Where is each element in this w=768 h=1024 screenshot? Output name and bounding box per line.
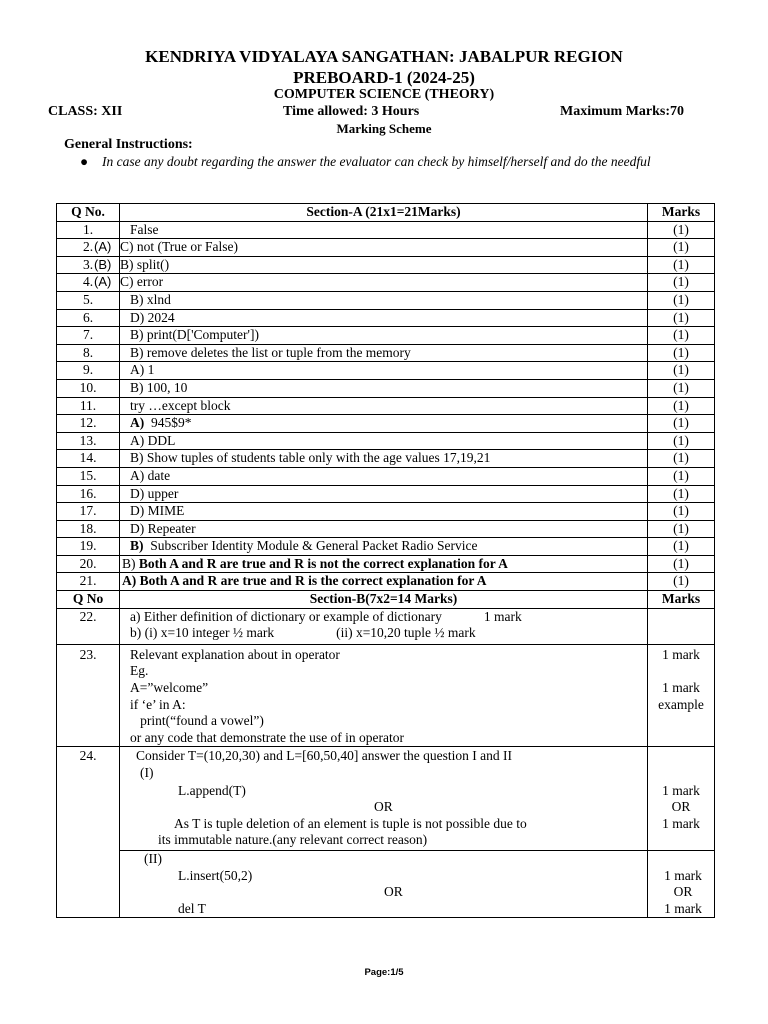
table-row (57, 485, 715, 503)
qno: 3. (57, 256, 120, 274)
qno: 18. (57, 520, 120, 538)
marks: (1) (648, 450, 715, 468)
table-row (57, 503, 715, 521)
answer (120, 362, 648, 380)
marks: (1) (648, 362, 715, 380)
answer (120, 397, 648, 415)
marks: 1 mark OR 1 mark (648, 747, 715, 851)
qno: 6. (57, 309, 120, 327)
answer (120, 573, 648, 591)
answer-text: A) Both A and R are true and R is the correct explanation for A (122, 573, 487, 589)
option-label: (A) (94, 274, 112, 290)
answer (120, 467, 648, 485)
table-row (57, 221, 715, 239)
qno: 7. (57, 327, 120, 345)
col-marks-b: Marks (648, 591, 715, 609)
table-row (57, 274, 715, 292)
marks: (1) (648, 485, 715, 503)
answer-text: B) xlnd (130, 291, 171, 307)
bullet: ● (80, 154, 89, 169)
table-row-q23 (57, 644, 715, 747)
answer-text: A) DDL (130, 432, 176, 448)
answer-text: 945$9* (151, 415, 192, 431)
answer (120, 538, 648, 556)
qno: 10. (57, 379, 120, 397)
max-marks: Maximum Marks:70 (560, 104, 685, 119)
table-row (57, 291, 715, 309)
q22-line1-marks: 1 mark (483, 608, 522, 624)
answer-text: D) upper (130, 485, 179, 501)
marks: 1 mark OR 1 mark (648, 850, 715, 917)
answer (120, 309, 648, 327)
answer (94, 256, 648, 274)
answer-text: D) MIME (130, 503, 185, 519)
table-row (57, 520, 715, 538)
qno: 2. (57, 239, 120, 257)
marks: (1) (648, 291, 715, 309)
answer (120, 450, 648, 468)
marks: (1) (648, 573, 715, 591)
qno: 17. (57, 503, 120, 521)
col-qno: Q No. (57, 204, 120, 222)
instruction-text: In case any doubt regarding the answer the evaluator can check by himself/herself and do the needful (102, 154, 651, 169)
answer-text: B) 100, 10 (130, 379, 188, 395)
section-b-title: Section-B(7x2=14 Marks) (120, 591, 648, 609)
marks: (1) (648, 344, 715, 362)
qno: 4. (57, 274, 120, 292)
qno: 15. (57, 467, 120, 485)
table-row (57, 432, 715, 450)
marks: (1) (648, 239, 715, 257)
answer (120, 327, 648, 345)
marks: (1) (648, 467, 715, 485)
page-number: Page:1/5 (364, 967, 404, 978)
answer-text: try …except block (130, 397, 231, 413)
option-label: (A) (94, 239, 112, 255)
section-a-title: Section-A (21x1=21Marks) (120, 204, 648, 222)
q22-line2b: (ii) x=10,20 tuple ½ mark (336, 625, 476, 641)
marks: (1) (648, 415, 715, 433)
marks: (1) (648, 256, 715, 274)
qno: 21. (57, 573, 120, 591)
instruction-item (80, 153, 700, 171)
table-row (57, 344, 715, 362)
qno: 20. (57, 555, 120, 573)
answer-text: Both A and R are true and R is not the correct explanation for A (138, 555, 508, 571)
table-row (57, 555, 715, 573)
answer-text: D) Repeater (130, 520, 196, 536)
qno: 13. (57, 432, 120, 450)
table-row (57, 467, 715, 485)
marks: (1) (648, 555, 715, 573)
answer-text: C) error (120, 274, 164, 290)
table-row (57, 415, 715, 433)
answer-text: C) not (True or False) (120, 239, 238, 255)
qno: 5. (57, 291, 120, 309)
table-row (57, 256, 715, 274)
table-row-q24-part2 (57, 850, 715, 917)
answer (94, 274, 648, 292)
qno: 9. (57, 362, 120, 380)
qno: 11. (57, 397, 120, 415)
table-row (57, 309, 715, 327)
answer-text: A) date (130, 467, 171, 483)
answer-text: D) 2024 (130, 309, 175, 325)
table-row-q24-part1 (57, 747, 715, 851)
marks: (1) (648, 432, 715, 450)
qno: 1. (57, 221, 120, 239)
answer-option: B) (122, 555, 136, 571)
table-row (57, 379, 715, 397)
answer (120, 608, 648, 644)
answer (120, 221, 648, 239)
answer-text: B) remove deletes the list or tuple from the memory (130, 344, 411, 360)
answer-text: B) Show tuples of students table only with the age values 17,19,21 (130, 450, 491, 466)
qno: 23. (57, 644, 120, 747)
marks: (1) (648, 503, 715, 521)
answer-text: B) split() (120, 256, 170, 272)
qno: 24. (57, 747, 120, 918)
section-a-header (57, 204, 715, 222)
section-a-body (57, 221, 715, 590)
time-allowed: Time allowed: 3 Hours (283, 104, 420, 119)
answer (120, 485, 648, 503)
marks: (1) (648, 221, 715, 239)
table-row (57, 397, 715, 415)
answer-text: False (130, 221, 159, 237)
exam-title: PREBOARD-1 (2024-25) (293, 68, 475, 87)
answer (120, 379, 648, 397)
qno: 14. (57, 450, 120, 468)
col-qno-b: Q No (57, 591, 120, 609)
qno: 22. (57, 608, 120, 644)
qno: 8. (57, 344, 120, 362)
answer-text: Subscriber Identity Module & General Packet Radio Service (150, 538, 478, 554)
table-row (57, 327, 715, 345)
answer (94, 239, 648, 257)
subject-title: COMPUTER SCIENCE (THEORY) (273, 87, 495, 102)
answer-option: A) (130, 415, 145, 431)
doc-type: Marking Scheme (336, 121, 432, 136)
class-label: CLASS: XII (48, 104, 123, 119)
qno: 19. (57, 538, 120, 556)
marks: (1) (648, 379, 715, 397)
q22-line2a: b) (i) x=10 integer ½ mark (130, 625, 275, 641)
answer-text: A) 1 (130, 362, 155, 378)
answer (120, 415, 648, 433)
answer (120, 503, 648, 521)
option-label: (B) (94, 256, 112, 272)
q22-line1: a) Either definition of dictionary or example of dictionary (130, 608, 442, 624)
answer: Relevant explanation about in operator Eg. A=”welcome” if ‘e’ in A: print(“found a vowel”) or any code that demonstrate the use of in operator (120, 644, 648, 747)
qno: 16. (57, 485, 120, 503)
answer-option: B) (130, 538, 144, 554)
org-title: KENDRIYA VIDYALAYA SANGATHAN: JABALPUR REGION (145, 47, 623, 66)
qno: 12. (57, 415, 120, 433)
marks: (1) (648, 538, 715, 556)
marks: (1) (648, 309, 715, 327)
answer (120, 520, 648, 538)
answer: (II) L.insert(50,2) OR del T (120, 850, 648, 917)
marks: (1) (648, 327, 715, 345)
answer (120, 344, 648, 362)
marks: 1 mark 1 mark example (648, 644, 715, 747)
answer (120, 291, 648, 309)
table-row (57, 362, 715, 380)
col-marks: Marks (648, 204, 715, 222)
marking-table (56, 203, 715, 918)
instructions-title: General Instructions: (64, 137, 193, 152)
table-row (57, 573, 715, 591)
answer (120, 432, 648, 450)
marks: (1) (648, 520, 715, 538)
marks: (1) (648, 274, 715, 292)
marks: (1) (648, 397, 715, 415)
section-b-header (57, 591, 715, 609)
table-row-q22 (57, 608, 715, 644)
table-row (57, 538, 715, 556)
table-row (57, 239, 715, 257)
answer-text: B) print(D['Computer']) (130, 327, 259, 343)
answer: Consider T=(10,20,30) and L=[60,50,40] answer the question I and II (I) L.append(T) OR As T is tuple deletion of an element is tuple is not possible due to its immutable nature.(any relevant correct reason) (120, 747, 648, 851)
table-row (57, 450, 715, 468)
answer (120, 555, 648, 573)
